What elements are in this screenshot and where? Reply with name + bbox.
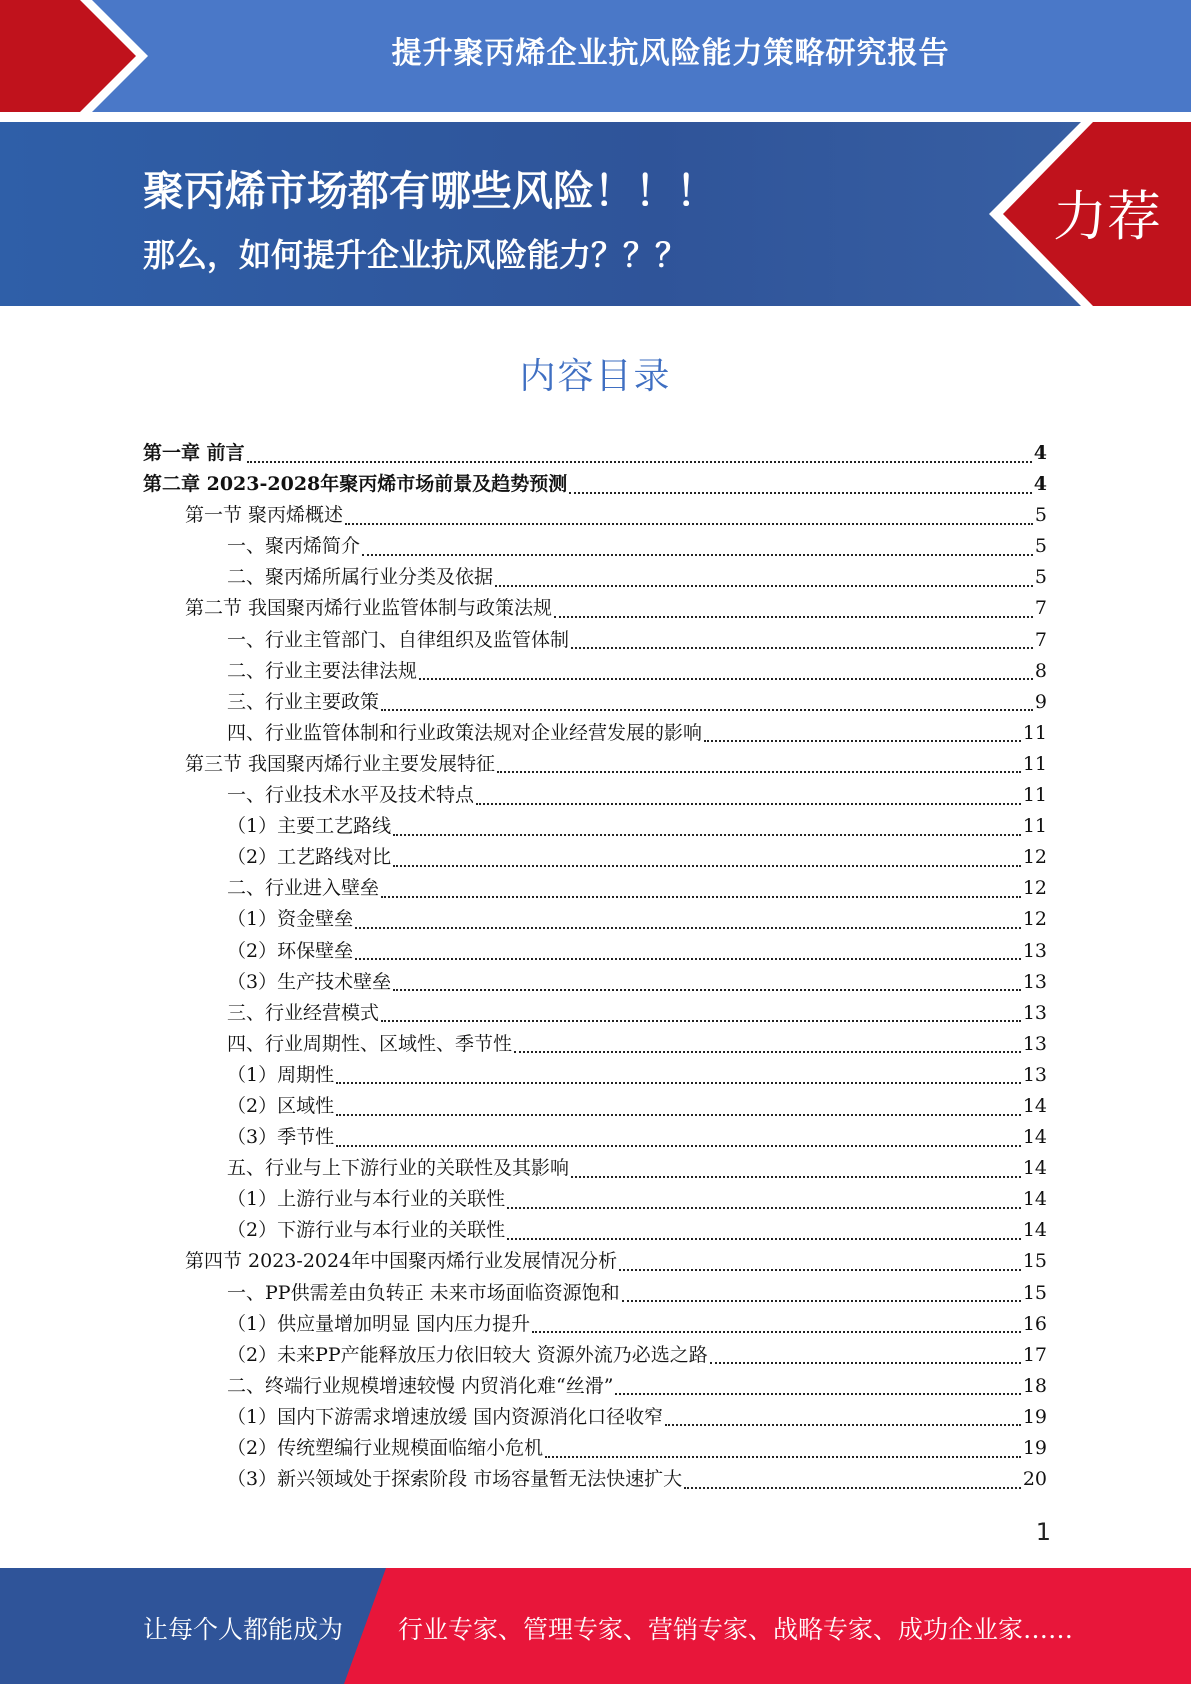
footer-slogan-left: 让每个人都能成为 xyxy=(143,1615,344,1644)
toc-entry[interactable] xyxy=(143,1060,1047,1091)
toc-entry-page: 20 xyxy=(1022,1468,1047,1491)
toc-entry-title: 第一节 聚丙烯概述 xyxy=(185,504,344,527)
red-arrow-decoration xyxy=(0,0,150,112)
toc-dot-leader xyxy=(393,834,1021,836)
toc-entry[interactable] xyxy=(143,749,1047,780)
toc-entry-page: 13 xyxy=(1022,1032,1047,1055)
toc-entry-title: 三、行业经营模式 xyxy=(227,1001,380,1024)
toc-entry-title: （1）资金壁垒 xyxy=(227,908,354,931)
toc-dot-leader xyxy=(476,803,1021,805)
toc-entry-page: 12 xyxy=(1022,908,1047,931)
toc-dot-leader xyxy=(684,1487,1021,1489)
toc-entry-title: （2）区域性 xyxy=(227,1094,335,1117)
toc-dot-leader xyxy=(545,1456,1021,1458)
toc-dot-leader xyxy=(247,461,1032,463)
toc-entry-title: （1）主要工艺路线 xyxy=(227,815,392,838)
toc-entry[interactable] xyxy=(143,1215,1047,1246)
toc-entry[interactable] xyxy=(143,1464,1047,1495)
toc-entry-page: 12 xyxy=(1022,877,1047,900)
toc-entry-title: （1）上游行业与本行业的关联性 xyxy=(227,1188,506,1211)
toc-entry-page: 16 xyxy=(1022,1312,1047,1335)
hero-band xyxy=(0,122,1191,306)
toc-dot-leader xyxy=(381,896,1021,898)
toc-entry-title: （3）新兴领域处于探索阶段 市场容量暂无法快速扩大 xyxy=(227,1468,683,1491)
toc-entry-title: 二、聚丙烯所属行业分类及依据 xyxy=(227,566,494,589)
toc-entry-title: 五、行业与上下游行业的关联性及其影响 xyxy=(227,1157,570,1180)
toc-entry-page: 8 xyxy=(1034,659,1047,682)
toc-dot-leader xyxy=(355,958,1021,960)
toc-entry[interactable] xyxy=(143,1402,1047,1433)
toc-entry[interactable] xyxy=(143,1029,1047,1060)
toc-dot-leader xyxy=(381,1020,1021,1022)
toc-entry-title: 一、行业主管部门、自律组织及监管体制 xyxy=(227,628,570,651)
toc-entry[interactable] xyxy=(143,1246,1047,1277)
toc-entry-title: 四、行业周期性、区域性、季节性 xyxy=(227,1032,513,1055)
toc-dot-leader xyxy=(495,585,1033,587)
toc-dot-leader xyxy=(393,865,1021,867)
toc-dot-leader xyxy=(497,771,1021,773)
toc-entry-page: 14 xyxy=(1022,1157,1047,1180)
toc-entry-page: 12 xyxy=(1022,846,1047,869)
top-banner xyxy=(0,0,1191,112)
toc-entry-page: 19 xyxy=(1022,1437,1047,1459)
toc-entry[interactable] xyxy=(143,625,1047,656)
toc-dot-leader xyxy=(571,647,1033,649)
toc-entry[interactable] xyxy=(143,656,1047,687)
toc-entry-title: 三、行业主要政策 xyxy=(227,690,380,713)
toc-entry[interactable] xyxy=(143,718,1047,749)
toc-entry-title: 二、行业主要法律法规 xyxy=(227,659,418,682)
toc-entry[interactable] xyxy=(143,811,1047,842)
toc-entry[interactable] xyxy=(143,1309,1047,1340)
toc-entry-page: 5 xyxy=(1034,535,1047,558)
toc-entry-page: 11 xyxy=(1022,815,1047,838)
toc-dot-leader xyxy=(554,616,1033,618)
toc-entry-title: 第二节 我国聚丙烯行业监管体制与政策法规 xyxy=(185,597,553,620)
hero-headline-secondary: 那么，如何提升企业抗风险能力？？？ xyxy=(143,236,688,274)
toc-entry[interactable] xyxy=(143,1371,1047,1402)
toc-entry-page: 5 xyxy=(1034,566,1047,589)
toc-entry[interactable] xyxy=(143,936,1047,967)
toc-dot-leader xyxy=(381,709,1033,711)
toc-entry-page: 18 xyxy=(1022,1374,1047,1397)
toc-entry[interactable] xyxy=(143,531,1047,562)
toc-entry-page: 11 xyxy=(1022,721,1047,744)
toc-entry[interactable] xyxy=(143,593,1047,624)
toc-dot-leader xyxy=(615,1393,1020,1395)
toc-entry-title: （2）未来PP产能释放压力依旧较大 资源外流乃必选之路 xyxy=(227,1343,708,1366)
toc-entry-page: 9 xyxy=(1034,690,1047,713)
toc-entry-page: 15 xyxy=(1022,1250,1047,1273)
toc-dot-leader xyxy=(569,492,1032,494)
toc-entry[interactable] xyxy=(143,1184,1047,1215)
toc-entry-title: 第二章 2023-2028年聚丙烯市场前景及趋势预测 xyxy=(143,473,568,496)
toc-entry-page: 7 xyxy=(1034,597,1047,620)
toc-dot-leader xyxy=(419,678,1033,680)
toc-dot-leader xyxy=(619,1269,1021,1271)
toc-dot-leader xyxy=(355,927,1021,929)
toc-dot-leader xyxy=(704,740,1021,742)
toc-dot-leader xyxy=(393,989,1021,991)
toc-entry[interactable] xyxy=(143,438,1047,469)
toc-entry-title: 第四节 2023-2024年中国聚丙烯行业发展情况分析 xyxy=(185,1250,618,1273)
toc-entry[interactable] xyxy=(143,500,1047,531)
toc-dot-leader xyxy=(362,554,1033,556)
toc-entry[interactable] xyxy=(143,1122,1047,1153)
toc-dot-leader xyxy=(507,1207,1021,1209)
toc-dot-leader xyxy=(532,1331,1021,1333)
toc-entry-page: 13 xyxy=(1022,939,1047,962)
toc-entry[interactable] xyxy=(143,687,1047,718)
toc-entry-title: （2）工艺路线对比 xyxy=(227,846,392,869)
toc-entry-page: 5 xyxy=(1034,504,1047,527)
toc-entry-title: （2）传统塑编行业规模面临缩小危机 xyxy=(227,1437,544,1459)
toc-entry-page: 7 xyxy=(1034,628,1047,651)
toc-entry-title: 第三节 我国聚丙烯行业主要发展特征 xyxy=(185,752,496,775)
toc-entry-page: 13 xyxy=(1022,970,1047,993)
toc-dot-leader xyxy=(622,1300,1021,1302)
footer-band xyxy=(0,1568,1191,1684)
toc-dot-leader xyxy=(336,1082,1021,1084)
toc-dot-leader xyxy=(710,1362,1021,1364)
toc-entry-title: 二、行业进入壁垒 xyxy=(227,877,380,900)
toc-entry-page: 14 xyxy=(1022,1219,1047,1242)
toc-entry-title: 一、聚丙烯简介 xyxy=(227,535,361,558)
toc-entry-title: （2）下游行业与本行业的关联性 xyxy=(227,1219,506,1242)
report-title: 提升聚丙烯企业抗风险能力策略研究报告 xyxy=(391,36,950,71)
toc-entry-page: 19 xyxy=(1022,1405,1047,1428)
toc-entry[interactable] xyxy=(143,1433,1047,1464)
toc-entry[interactable] xyxy=(143,873,1047,904)
toc-entry[interactable] xyxy=(143,967,1047,998)
toc-entry-page: 4 xyxy=(1033,442,1047,464)
toc-title: 内容目录 xyxy=(519,356,672,397)
footer-slogan-right: 行业专家、管理专家、营销专家、战略专家、成功企业家…… xyxy=(398,1615,1074,1644)
toc-entry-title: （1）供应量增加明显 国内压力提升 xyxy=(227,1312,531,1335)
toc-entry[interactable] xyxy=(143,469,1047,500)
toc-entry[interactable] xyxy=(143,1340,1047,1371)
toc-entry-page: 14 xyxy=(1022,1126,1047,1149)
toc-entry-page: 11 xyxy=(1022,784,1047,807)
toc-entry-title: （2）环保壁垒 xyxy=(227,939,354,962)
hero-headline-primary: 聚丙烯市场都有哪些风险！！！ xyxy=(143,167,717,215)
toc-entry-page: 14 xyxy=(1022,1188,1047,1211)
toc-dot-leader xyxy=(665,1424,1021,1426)
toc-dot-leader xyxy=(336,1114,1021,1116)
toc-entry-page: 11 xyxy=(1022,752,1047,775)
toc-entry-page: 17 xyxy=(1022,1343,1047,1366)
toc-entry[interactable] xyxy=(143,904,1047,935)
toc-entry[interactable] xyxy=(143,562,1047,593)
page-number: 1 xyxy=(1035,1518,1051,1546)
toc-entry-page: 13 xyxy=(1022,1001,1047,1024)
toc-entry-title: （3）生产技术壁垒 xyxy=(227,970,392,993)
toc-entry-title: 一、行业技术水平及技术特点 xyxy=(227,784,475,807)
toc-entry-title: 二、终端行业规模增速较慢 内贸消化难“丝滑” xyxy=(227,1374,614,1397)
toc-entry-page: 4 xyxy=(1033,473,1047,496)
toc-entry[interactable] xyxy=(143,780,1047,811)
toc-dot-leader xyxy=(507,1238,1021,1240)
toc-dot-leader xyxy=(514,1051,1021,1053)
toc-entry[interactable] xyxy=(143,1278,1047,1309)
table-of-contents xyxy=(143,438,1047,1495)
toc-dot-leader xyxy=(345,523,1033,525)
toc-entry[interactable] xyxy=(143,1091,1047,1122)
toc-entry-title: 一、PP供需差由负转正 未来市场面临资源饱和 xyxy=(227,1281,620,1304)
toc-dot-leader xyxy=(336,1145,1021,1147)
recommend-badge-text: 力荐 xyxy=(1053,185,1161,248)
toc-entry-title: 四、行业监管体制和行业政策法规对企业经营发展的影响 xyxy=(227,721,703,744)
toc-entry[interactable] xyxy=(143,998,1047,1029)
toc-dot-leader xyxy=(571,1176,1021,1178)
toc-entry[interactable] xyxy=(143,1153,1047,1184)
toc-entry-title: （1）周期性 xyxy=(227,1063,335,1086)
toc-entry-title: （1）国内下游需求增速放缓 国内资源消化口径收窄 xyxy=(227,1405,664,1428)
toc-entry-page: 14 xyxy=(1022,1094,1047,1117)
toc-entry-page: 15 xyxy=(1022,1281,1047,1304)
toc-entry-page: 13 xyxy=(1022,1063,1047,1086)
toc-entry-title: 第一章 前言 xyxy=(143,442,245,464)
toc-entry-title: （3）季节性 xyxy=(227,1126,335,1149)
toc-entry[interactable] xyxy=(143,842,1047,873)
